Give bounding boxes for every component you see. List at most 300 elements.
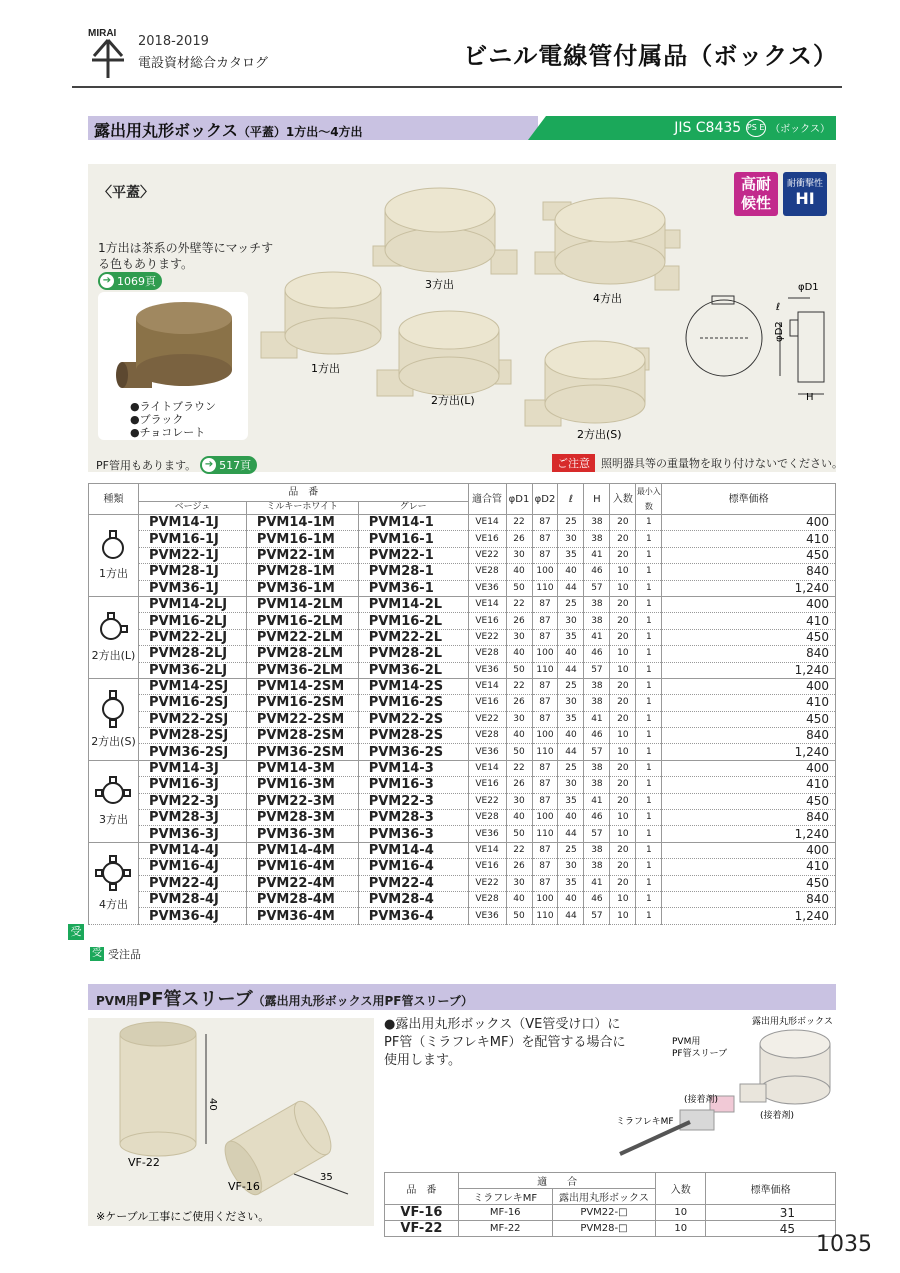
price-cell: 1,240 bbox=[662, 908, 836, 924]
part-number-cell: PVM22-2L bbox=[358, 629, 468, 645]
part-number-cell: PVM14-3J bbox=[138, 760, 246, 776]
table-row bbox=[89, 793, 836, 809]
spec-cell: 10 bbox=[610, 646, 636, 662]
spec-cell: 30 bbox=[506, 711, 532, 727]
price-cell: 400 bbox=[662, 760, 836, 776]
spec-cell: 38 bbox=[584, 515, 610, 531]
sleeve-description: ●露出用丸形ボックス（VE管受け口）にPF管（ミラフレキMF）を配管する場合に使用します。 bbox=[384, 1017, 626, 1068]
part-number-cell: PVM28-4M bbox=[246, 891, 358, 907]
part-number-cell: PVM22-2LM bbox=[246, 629, 358, 645]
spec-cell: 87 bbox=[532, 793, 558, 809]
spec-cell: 100 bbox=[532, 810, 558, 826]
spec-cell: 38 bbox=[584, 777, 610, 793]
spec-cell: 20 bbox=[610, 515, 636, 531]
jis-standard: JIS C8435 bbox=[674, 120, 742, 136]
spec-cell: 87 bbox=[532, 629, 558, 645]
part-number-cell: PVM16-2S bbox=[358, 695, 468, 711]
spec-cell: 22 bbox=[506, 842, 532, 858]
spec-cell: 20 bbox=[610, 596, 636, 612]
spec-cell: 1 bbox=[636, 810, 662, 826]
table-row bbox=[89, 810, 836, 826]
spec-cell: 1 bbox=[636, 908, 662, 924]
section2-prefix: PVM用 bbox=[96, 994, 139, 1008]
caution-notice bbox=[552, 454, 843, 472]
table-row bbox=[89, 908, 836, 924]
spec-cell: 44 bbox=[558, 908, 584, 924]
price-cell: 840 bbox=[662, 564, 836, 580]
spec-cell: 57 bbox=[584, 580, 610, 596]
price-cell: 400 bbox=[662, 515, 836, 531]
type-label: 1方出 bbox=[98, 566, 128, 580]
spec-cell: 110 bbox=[532, 908, 558, 924]
part-number-cell: PVM16-3 bbox=[358, 777, 468, 793]
spec-cell: 40 bbox=[558, 810, 584, 826]
th-qty: 入数 bbox=[610, 484, 636, 515]
spec-cell: 87 bbox=[532, 531, 558, 547]
spec-cell: 30 bbox=[558, 613, 584, 629]
arrow-right-icon: ➔ bbox=[202, 458, 216, 472]
spec-cell: 30 bbox=[506, 547, 532, 563]
spec-cell: 40 bbox=[558, 646, 584, 662]
spec-cell: 57 bbox=[584, 826, 610, 842]
table-row bbox=[89, 760, 836, 776]
spec-cell: 35 bbox=[558, 547, 584, 563]
part-number-cell: PVM14-4M bbox=[246, 842, 358, 858]
th-beige: ベージュ bbox=[138, 501, 246, 514]
spec-cell: 22 bbox=[506, 596, 532, 612]
part-number-cell: PVM28-2SJ bbox=[138, 728, 246, 744]
header-rule bbox=[72, 86, 842, 88]
spec-cell: 1 bbox=[636, 891, 662, 907]
part-number-cell: PVM22-3J bbox=[138, 793, 246, 809]
price-cell: 1,240 bbox=[662, 580, 836, 596]
type-label: 3方出 bbox=[98, 812, 128, 826]
spec-cell: 1 bbox=[636, 678, 662, 694]
spec-cell: 20 bbox=[610, 629, 636, 645]
pf-page-ref-link[interactable] bbox=[200, 456, 257, 474]
part-number-cell: PVM16-2LM bbox=[246, 613, 358, 629]
caption-1way: 1方出 bbox=[311, 362, 340, 375]
spec-cell: 46 bbox=[584, 564, 610, 580]
spec-cell: 50 bbox=[506, 826, 532, 842]
dim-l-label: ℓ bbox=[776, 302, 781, 313]
th-pipe: 適合管 bbox=[468, 484, 506, 515]
spec-cell: 38 bbox=[584, 613, 610, 629]
part-number-cell: PVM22-2S bbox=[358, 711, 468, 727]
table-row bbox=[89, 695, 836, 711]
shape-2way-s-icon bbox=[101, 690, 125, 728]
spec-cell: 44 bbox=[558, 744, 584, 760]
spec-cell: VE28 bbox=[468, 891, 506, 907]
part-number-cell: PVM16-2SM bbox=[246, 695, 358, 711]
pse-mark-icon: PS E bbox=[746, 119, 766, 137]
spec-cell: 38 bbox=[584, 678, 610, 694]
part-number-cell: PVM16-1 bbox=[358, 531, 468, 547]
spec-cell: 30 bbox=[506, 629, 532, 645]
spec-cell: VE22 bbox=[468, 875, 506, 891]
spec-cell: 41 bbox=[584, 629, 610, 645]
part-number-cell: PVM22-2LJ bbox=[138, 629, 246, 645]
spec-cell: VE16 bbox=[468, 695, 506, 711]
spec-cell: VE22 bbox=[468, 547, 506, 563]
spec-cell: VE16 bbox=[468, 777, 506, 793]
made-to-order-legend bbox=[90, 946, 141, 962]
section-bar-round-box bbox=[88, 116, 836, 140]
table-row bbox=[89, 515, 836, 531]
part-number-cell: PVM36-1 bbox=[358, 580, 468, 596]
part-number-cell: PVM22-1M bbox=[246, 547, 358, 563]
spec-cell: 100 bbox=[532, 646, 558, 662]
page-ref-link[interactable] bbox=[98, 272, 162, 290]
table-row bbox=[89, 662, 836, 678]
spec-cell: 20 bbox=[610, 777, 636, 793]
spec-cell: VE22 bbox=[468, 711, 506, 727]
spec-cell: 26 bbox=[506, 859, 532, 875]
spec-cell: 87 bbox=[532, 777, 558, 793]
spec-cell: 30 bbox=[506, 875, 532, 891]
spec-cell: VE28 bbox=[468, 810, 506, 826]
table-row bbox=[89, 744, 836, 760]
spec-cell: 25 bbox=[558, 678, 584, 694]
price-cell: 400 bbox=[662, 596, 836, 612]
th-h: H bbox=[584, 484, 610, 515]
spec-cell: 87 bbox=[532, 515, 558, 531]
spec-cell: 20 bbox=[610, 695, 636, 711]
dim-d1-label: φD1 bbox=[798, 282, 819, 293]
spec-cell: 38 bbox=[584, 760, 610, 776]
spec-cell: 1 bbox=[636, 531, 662, 547]
part-number-cell: PVM14-2SJ bbox=[138, 678, 246, 694]
table-row bbox=[89, 580, 836, 596]
spec-cell: 10 bbox=[610, 826, 636, 842]
part-number-cell: PVM16-4M bbox=[246, 859, 358, 875]
part-number-cell: PVM36-4 bbox=[358, 908, 468, 924]
spec-cell: 100 bbox=[532, 891, 558, 907]
part-number-cell: PVM28-3M bbox=[246, 810, 358, 826]
spec-cell: 10 bbox=[610, 564, 636, 580]
shape-3way-icon bbox=[95, 776, 131, 806]
spec-cell: 30 bbox=[558, 859, 584, 875]
section-bar-pf-sleeve bbox=[88, 984, 836, 1010]
diagram-sleeve-label2: PF管スリーブ bbox=[672, 1049, 728, 1059]
dim-h-label: H bbox=[806, 392, 814, 402]
part-number-cell: PVM16-3J bbox=[138, 777, 246, 793]
spec-cell: 57 bbox=[584, 662, 610, 678]
caption-2way-l: 2方出(L) bbox=[431, 394, 475, 407]
impact-resistance-badge bbox=[783, 172, 827, 216]
spec-cell: MF-16 bbox=[458, 1205, 552, 1221]
part-number-cell: PVM16-4 bbox=[358, 859, 468, 875]
spec-cell: 41 bbox=[584, 875, 610, 891]
part-number-cell: PVM14-4 bbox=[358, 842, 468, 858]
table-row bbox=[89, 842, 836, 858]
part-number-cell: PVM14-3M bbox=[246, 760, 358, 776]
part-number-cell: PVM22-1J bbox=[138, 547, 246, 563]
spec-cell: VE36 bbox=[468, 826, 506, 842]
part-number-cell: PVM28-4 bbox=[358, 891, 468, 907]
brand-logo bbox=[78, 22, 138, 82]
color-item: ●ブラック bbox=[130, 413, 184, 426]
table-row bbox=[89, 547, 836, 563]
part-number-cell: PVM22-4J bbox=[138, 875, 246, 891]
spec-cell: 1 bbox=[636, 728, 662, 744]
spec-cell: VE16 bbox=[468, 859, 506, 875]
spec-cell: 25 bbox=[558, 760, 584, 776]
part-number-cell: PVM14-1 bbox=[358, 515, 468, 531]
table-row bbox=[89, 826, 836, 842]
part-number-cell: PVM14-2SM bbox=[246, 678, 358, 694]
caption-4way: 4方出 bbox=[593, 292, 622, 305]
part-number-cell: PVM16-1J bbox=[138, 531, 246, 547]
price-cell: 840 bbox=[662, 728, 836, 744]
spec-cell: 40 bbox=[506, 646, 532, 662]
part-number-cell: PVM36-3M bbox=[246, 826, 358, 842]
spec-cell: 1 bbox=[636, 875, 662, 891]
spec-cell: 40 bbox=[506, 728, 532, 744]
spec-cell: 40 bbox=[506, 891, 532, 907]
th-milky: ミルキーホワイト bbox=[246, 501, 358, 514]
th-gray: グレー bbox=[358, 501, 468, 514]
spec-cell: 87 bbox=[532, 613, 558, 629]
spec-cell: 40 bbox=[558, 564, 584, 580]
spec-cell: 20 bbox=[610, 531, 636, 547]
spec-cell: 87 bbox=[532, 711, 558, 727]
spec-cell: 30 bbox=[558, 777, 584, 793]
type-cell bbox=[89, 678, 139, 760]
spec-cell: 1 bbox=[636, 580, 662, 596]
part-number-cell: PVM16-4J bbox=[138, 859, 246, 875]
diagram-mf-label: ミラフレキMF bbox=[616, 1117, 674, 1127]
spec-cell: 87 bbox=[532, 760, 558, 776]
price-cell: 840 bbox=[662, 810, 836, 826]
spec-cell: 30 bbox=[558, 531, 584, 547]
part-number-cell: PVM22-3 bbox=[358, 793, 468, 809]
page-title: ビニル電線管付属品（ボックス） bbox=[463, 42, 838, 70]
spec-cell: 1 bbox=[636, 662, 662, 678]
spec-cell: 1 bbox=[636, 859, 662, 875]
caption-3way: 3方出 bbox=[425, 278, 454, 291]
spec-cell: 1 bbox=[636, 711, 662, 727]
spec-cell: 110 bbox=[532, 580, 558, 596]
made-to-order-icon: 受 bbox=[92, 948, 102, 959]
pf-note-text: PF管用もあります。 bbox=[96, 459, 197, 472]
part-number-cell: PVM36-3 bbox=[358, 826, 468, 842]
arrow-right-icon: ➔ bbox=[100, 274, 114, 288]
spec-cell: 38 bbox=[584, 842, 610, 858]
section-title: 露出用丸形ボックス bbox=[94, 121, 238, 140]
part-number-cell: PVM36-1M bbox=[246, 580, 358, 596]
spec-cell: 1 bbox=[636, 596, 662, 612]
spec-cell: VE14 bbox=[468, 760, 506, 776]
spec-cell: 57 bbox=[584, 908, 610, 924]
table-row bbox=[89, 613, 836, 629]
section2-title: PF管スリーブ bbox=[138, 989, 253, 1010]
sleeve-image-panel bbox=[88, 1018, 374, 1226]
spec-cell: VE14 bbox=[468, 596, 506, 612]
part-number-cell: PVM28-2SM bbox=[246, 728, 358, 744]
th-d2: φD2 bbox=[532, 484, 558, 515]
spec-cell: 38 bbox=[584, 695, 610, 711]
spec-cell: 38 bbox=[584, 859, 610, 875]
spec-cell: 87 bbox=[532, 547, 558, 563]
table-row bbox=[89, 646, 836, 662]
table-row bbox=[89, 728, 836, 744]
spec-cell: VE14 bbox=[468, 678, 506, 694]
spec-cell: 10 bbox=[610, 580, 636, 596]
part-number-cell: PVM22-4M bbox=[246, 875, 358, 891]
part-number-cell: PVM28-2L bbox=[358, 646, 468, 662]
section-subtitle: （平蓋）1方出〜4方出 bbox=[237, 125, 363, 139]
table-row bbox=[89, 875, 836, 891]
spec-cell: 20 bbox=[610, 859, 636, 875]
part-number-cell: PVM22-2SM bbox=[246, 711, 358, 727]
sleeve-usage-diagram bbox=[600, 1014, 836, 1164]
spec-cell: 25 bbox=[558, 842, 584, 858]
spec-cell: 10 bbox=[610, 908, 636, 924]
spec-cell: 1 bbox=[636, 793, 662, 809]
spec-cell: 1 bbox=[636, 515, 662, 531]
hi-badge-small: 耐衝撃性 bbox=[786, 179, 823, 189]
spec-cell: 20 bbox=[610, 760, 636, 776]
shape-4way-icon bbox=[95, 855, 131, 891]
part-number-cell: PVM16-2SJ bbox=[138, 695, 246, 711]
part-number-cell: PVM22-2SJ bbox=[138, 711, 246, 727]
spec-cell: 22 bbox=[506, 760, 532, 776]
spec-cell: 50 bbox=[506, 908, 532, 924]
spec-cell: 44 bbox=[558, 580, 584, 596]
spec-cell: 1 bbox=[636, 760, 662, 776]
part-number-cell: PVM36-2SJ bbox=[138, 744, 246, 760]
part-number-cell: PVM14-2LM bbox=[246, 596, 358, 612]
pf-th-mf: ミラフレキMF bbox=[458, 1189, 552, 1205]
pf-th-part: 品 番 bbox=[385, 1173, 459, 1205]
section2-subtitle: （露出用丸形ボックス用PF管スリーブ） bbox=[252, 994, 474, 1008]
diagram-box-label: 露出用丸形ボックス bbox=[752, 1017, 833, 1027]
spec-cell: 41 bbox=[584, 793, 610, 809]
spec-cell: 26 bbox=[506, 613, 532, 629]
part-number-cell: PVM36-2L bbox=[358, 662, 468, 678]
type-label: 4方出 bbox=[98, 897, 128, 911]
spec-cell: 1 bbox=[636, 564, 662, 580]
spec-cell: 50 bbox=[506, 662, 532, 678]
part-number-cell: PVM16-2L bbox=[358, 613, 468, 629]
spec-cell: 40 bbox=[506, 564, 532, 580]
part-number-cell: PVM16-1M bbox=[246, 531, 358, 547]
spec-cell: VE36 bbox=[468, 662, 506, 678]
spec-cell: 44 bbox=[558, 662, 584, 678]
spec-cell: 1 bbox=[636, 744, 662, 760]
spec-cell: 30 bbox=[558, 695, 584, 711]
spec-cell: 10 bbox=[610, 891, 636, 907]
part-number-cell: VF-22 bbox=[385, 1221, 459, 1237]
part-number-cell: PVM28-2LJ bbox=[138, 646, 246, 662]
part-number-cell: PVM28-1 bbox=[358, 564, 468, 580]
pf-th-box: 露出用丸形ボックス bbox=[552, 1189, 656, 1205]
spec-cell: 87 bbox=[532, 875, 558, 891]
dimension-drawing bbox=[680, 272, 830, 402]
table-row bbox=[89, 678, 836, 694]
spec-cell: 10 bbox=[656, 1221, 706, 1237]
type-cell bbox=[89, 842, 139, 924]
product-illustrations bbox=[255, 180, 685, 445]
jis-note: （ボックス） bbox=[770, 124, 830, 135]
spec-cell: 40 bbox=[558, 891, 584, 907]
ref-page-text: 1069頁 bbox=[117, 275, 156, 288]
price-cell: 400 bbox=[662, 842, 836, 858]
spec-cell: 46 bbox=[584, 728, 610, 744]
pf-note bbox=[96, 456, 257, 474]
spec-cell: 1 bbox=[636, 613, 662, 629]
catalog-year: 2018-2019 bbox=[138, 34, 209, 49]
spec-cell: 25 bbox=[558, 515, 584, 531]
th-l: ℓ bbox=[558, 484, 584, 515]
spec-cell: PVM28-□ bbox=[552, 1221, 656, 1237]
catalog-name: 電設資材総合カタログ bbox=[138, 56, 269, 71]
price-cell: 45 bbox=[706, 1221, 836, 1237]
th-d1: φD1 bbox=[506, 484, 532, 515]
part-number-cell: PVM14-4J bbox=[138, 842, 246, 858]
table-row bbox=[89, 891, 836, 907]
part-number-cell: PVM36-4M bbox=[246, 908, 358, 924]
price-cell: 410 bbox=[662, 695, 836, 711]
diagram-sleeve-label: PVM用 bbox=[672, 1037, 701, 1047]
part-number-cell: PVM14-2LJ bbox=[138, 596, 246, 612]
part-number-cell: PVM16-2LJ bbox=[138, 613, 246, 629]
spec-cell: 22 bbox=[506, 678, 532, 694]
label-vf22: VF-22 bbox=[128, 1156, 160, 1169]
spec-cell: 35 bbox=[558, 875, 584, 891]
spec-cell: 1 bbox=[636, 842, 662, 858]
part-number-cell: PVM22-1 bbox=[358, 547, 468, 563]
price-cell: 450 bbox=[662, 711, 836, 727]
part-number-cell: PVM16-3M bbox=[246, 777, 358, 793]
spec-cell: 41 bbox=[584, 547, 610, 563]
spec-cell: 25 bbox=[558, 596, 584, 612]
spec-cell: 20 bbox=[610, 678, 636, 694]
price-cell: 410 bbox=[662, 777, 836, 793]
caution-tag: ご注意 bbox=[552, 454, 595, 472]
spec-cell: 1 bbox=[636, 695, 662, 711]
type-label: 2方出(L) bbox=[91, 648, 136, 662]
spec-cell: 50 bbox=[506, 744, 532, 760]
spec-cell: VE22 bbox=[468, 629, 506, 645]
part-number-cell: PVM22-3M bbox=[246, 793, 358, 809]
part-number-cell: PVM14-1J bbox=[138, 515, 246, 531]
spec-cell: 38 bbox=[584, 531, 610, 547]
part-number-cell: PVM14-3 bbox=[358, 760, 468, 776]
box3-pipe-right bbox=[491, 250, 517, 274]
price-cell: 840 bbox=[662, 891, 836, 907]
spec-cell: 1 bbox=[636, 646, 662, 662]
diagram-adhesive-left: (接着剤) bbox=[684, 1095, 719, 1105]
spec-cell: 46 bbox=[584, 646, 610, 662]
part-number-cell: PVM28-4J bbox=[138, 891, 246, 907]
table-row bbox=[89, 629, 836, 645]
color-item: ●ライトブラウン bbox=[130, 400, 216, 413]
part-number-cell: VF-16 bbox=[385, 1205, 459, 1221]
type-cell bbox=[89, 515, 139, 597]
spec-cell: VE22 bbox=[468, 793, 506, 809]
spec-cell: VE28 bbox=[468, 728, 506, 744]
part-number-cell: PVM36-2SM bbox=[246, 744, 358, 760]
spec-cell: 40 bbox=[506, 810, 532, 826]
made-to-order-text: 受注品 bbox=[108, 948, 141, 961]
spec-cell: 20 bbox=[610, 613, 636, 629]
weather-badge-text: 高耐候性 bbox=[740, 175, 771, 212]
pf-th-qty: 入数 bbox=[656, 1173, 706, 1205]
caution-text: 照明器具等の重量物を取り付けないでください。 bbox=[601, 457, 843, 470]
spec-cell: 35 bbox=[558, 711, 584, 727]
